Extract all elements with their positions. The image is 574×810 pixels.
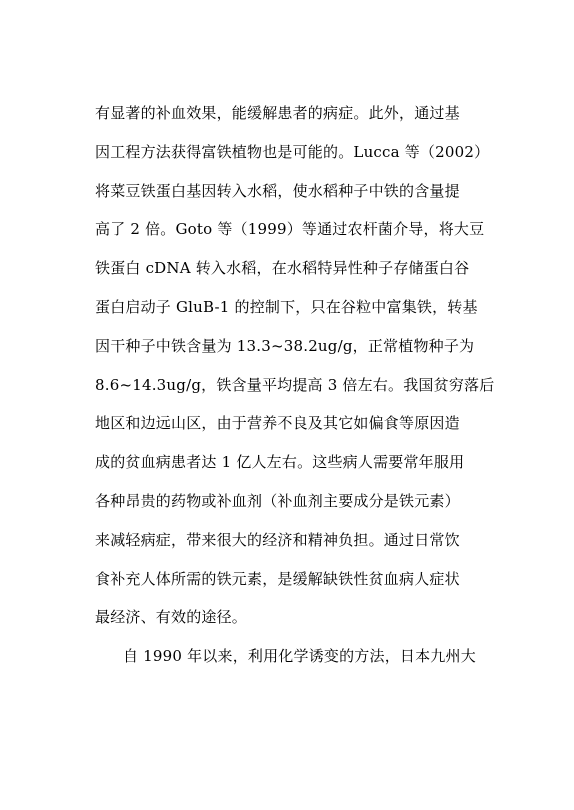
text-line-10: 成的贫血病患者达 1 亿人左右。这些病人需要常年服用 <box>95 453 465 472</box>
text-line-8: 8.6~14.3ug/g，铁含量平均提高 3 倍左右。我国贫穷落后 <box>95 375 495 394</box>
text-line-11: 各种昂贵的药物或补血剂（补血剂主要成分是铁元素） <box>95 491 460 510</box>
text-line-6: 蛋白启动子 GluB-1 的控制下，只在谷粒中富集铁，转基 <box>95 297 478 316</box>
text-line-2: 因工程方法获得富铁植物也是可能的。Lucca 等（2002） <box>95 142 490 161</box>
text-line-13: 食补充人体所需的铁元素，是缓解缺铁性贫血病人症状 <box>95 569 460 588</box>
text-line-4: 高了 2 倍。Goto 等（1999）等通过农杆菌介导，将大豆 <box>95 220 485 239</box>
text-line-9: 地区和边远山区，由于营养不良及其它如偏食等原因造 <box>95 414 460 433</box>
text-line-14: 最经济、有效的途径。 <box>95 608 248 627</box>
text-line-1: 有显著的补血效果，能缓解患者的病症。此外，通过基 <box>95 104 460 122</box>
body-text <box>95 100 495 682</box>
text-line-12: 来减轻病症，带来很大的经济和精神负担。通过日常饮 <box>95 530 460 549</box>
text-line-7: 因干种子中铁含量为 13.3~38.2ug/g，正常植物种子为 <box>95 336 475 355</box>
text-line-3: 将菜豆铁蛋白基因转入水稻，使水稻种子中铁的含量提 <box>95 181 460 200</box>
text-line-5: 铁蛋白 cDNA 转入水稻，在水稻特异性种子存储蛋白谷 <box>95 259 470 278</box>
paragraph-start-line: 自 1990 年以来，利用化学诱变的方法，日本九州大 <box>123 647 476 666</box>
